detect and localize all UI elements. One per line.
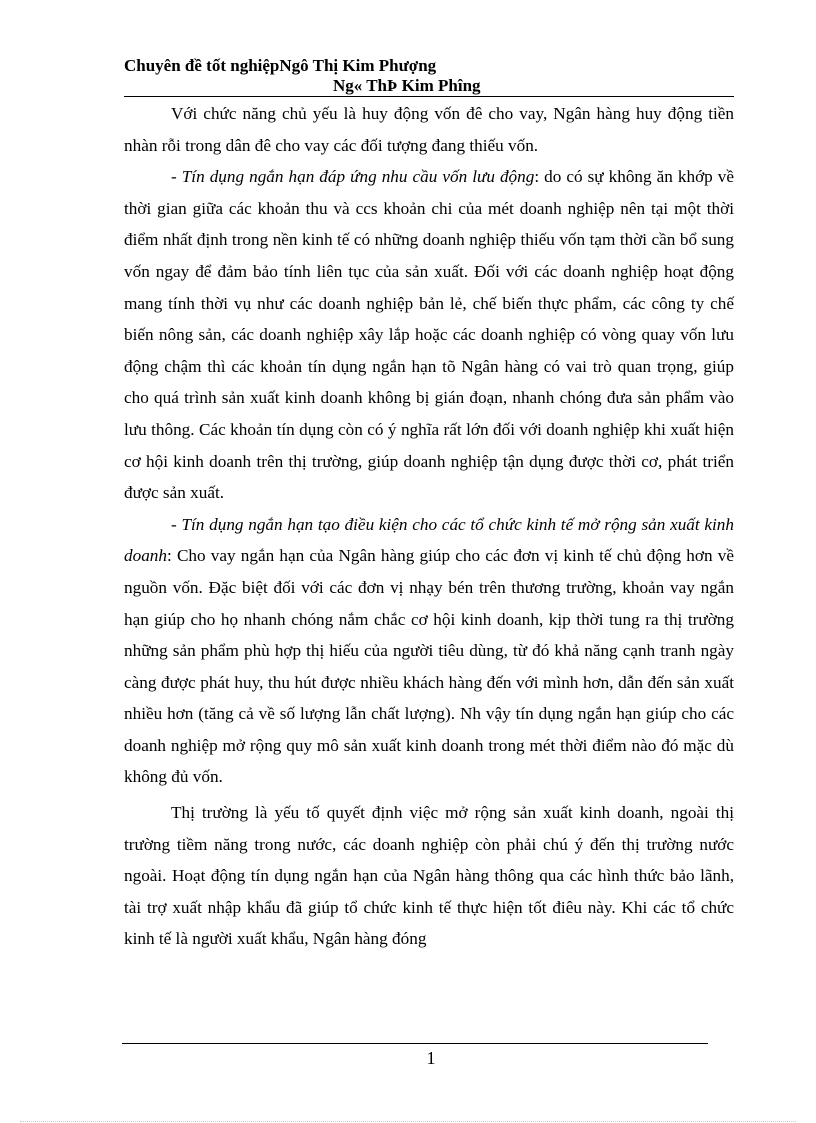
footer-divider — [122, 1043, 708, 1044]
paragraph-lead: - Tín dụng ngắn hạn đáp ứng nhu cầu vốn lưu động — [171, 167, 535, 187]
paragraph-4 — [124, 797, 734, 955]
running-header-title: Chuyên đề tốt nghiệpNgô Thị Kim Phượng — [124, 56, 437, 75]
paragraph-2 — [124, 161, 734, 509]
paragraph-text: Với chức năng chủ yếu là huy động vốn đê cho vay, Ngân hàng huy động tiền nhàn rỗi trong dân đê cho vay các đối tượng đang thiếu vốn. — [124, 104, 734, 155]
page-number: 1 — [426, 1048, 436, 1068]
paragraph-text: : Cho vay ngắn hạn của Ngân hàng giúp cho các đơn vị kinh tế chủ động hơn về nguồn vốn. Đặc biệt đối với các đơn vị nhạy bén trên thương trường, khoản vay ngắn hạn giúp cho họ nhanh chóng nắm chắc cơ hội kinh doanh, kịp thời tung ra thị trường những sản phẩm phù hợp thị hiếu của người tiêu dùng, từ đó khả năng cạnh tranh ngày càng được phát huy, thu hút được nhiều khách hàng đến với mình hơn, dẫn đến sản xuất nhiều hơn (tăng cả về số lượng lẫn chất lượng). Nh vậy tín dụng ngắn hạn giúp cho các doanh nghiệp mở rộng quy mô sản xuất kinh doanh trong mét thời điểm nào đó mặc dù không đủ vốn. — [124, 546, 734, 787]
paragraph-text: : do có sự không ăn khớp về thời gian giữa các khoản thu và ccs khoản chi của mét doanh nghiệp nên tại một thời điểm nhất định trong nền kinh tế có những doanh nghiệp thiếu vốn tạm thời cần bổ sung vốn ngay để đảm bảo tính liên tục của sản xuất. Đối với các doanh nghiệp hoạt động mang tính thời vụ như các doanh nghiệp bản lẻ, chế biến thực phẩm, các công ty chế biến nông sản, các doanh nghiệp xây lắp hoặc các doanh nghiệp có vòng quay vốn lưu động chậm thì các khoản tín dụng ngắn hạn tõ Ngân hàng có vai trò quan trọng, giúp cho quá trình sản xuất kinh doanh không bị gián đoạn, nhanh chóng đưa sản phẩm vào lưu thông. Các khoản tín dụng còn có ý nghĩa rất lớn đối với doanh nghiệp khi xuất hiện cơ hội kinh doanh trên thị trường, giúp doanh nghiệp tận dụng được thời cơ, phát triển được sản xuất. — [124, 167, 734, 503]
running-header-author: Ng« ThÞ Kim Phîng — [333, 76, 481, 95]
paragraph-text: Thị trường là yếu tố quyết định việc mở rộng sản xuất kinh doanh, ngoài thị trường tiềm năng trong nước, các doanh nghiệp còn phải chú ý đến thị trường nước ngoài. Hoạt động tín dụng ngắn hạn của Ngân hàng thông qua các hình thức bảo lãnh, tài trợ xuất nhập khẩu đã giúp tổ chức kinh tế thực hiện tốt điêu này. Khi các tổ chức kinh tế là người xuất khẩu, Ngân hàng đóng — [124, 803, 734, 949]
body-text — [124, 98, 734, 955]
paragraph-lead: - Tín dụng ngắn hạn tạo điều kiện cho các tổ chức kinh tế mở rộng sản xuất kinh doanh — [124, 514, 734, 566]
page-boundary — [20, 1121, 796, 1122]
paragraph-1 — [124, 98, 734, 161]
paragraph-3 — [124, 509, 734, 793]
header-divider — [124, 96, 734, 97]
